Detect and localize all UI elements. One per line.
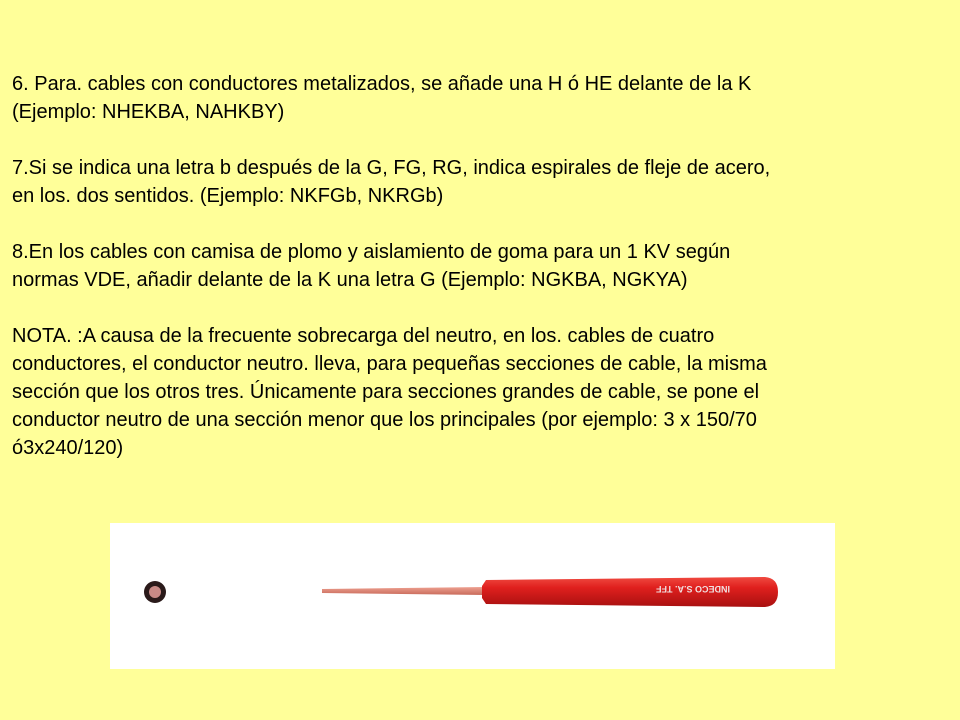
paragraph-8 [12,238,912,294]
paragraph-line: sección que los otros tres. Únicamente para secciones grandes de cable, se pone el [12,381,760,403]
paragraph-line: (Ejemplo: NHEKBA, NAHKBY) [12,101,285,123]
cable-illustration [110,523,835,669]
body-text [12,70,912,490]
paragraph-line: 7.Si se indica una letra b después de la G, FG, RG, indica espirales de fleje de acero, [12,157,771,179]
cable-cross-section [144,581,166,603]
paragraph-6 [12,70,912,126]
paragraph-line: en los. dos sentidos. (Ejemplo: NKFGb, NKRGb) [12,185,444,207]
cable-insulation [482,577,778,607]
paragraph-line: 8.En los cables con camisa de plomo y aislamiento de goma para un 1 KV según [12,241,731,263]
paragraph-line: conductores, el conductor neutro. lleva, para pequeñas secciones de cable, la misma [12,353,767,375]
paragraph-line: NOTA. :A causa de la frecuente sobrecarga del neutro, en los. cables de cuatro [12,325,715,347]
cable-conductor [322,587,485,595]
paragraph-line: 6. Para. cables con conductores metalizados, se añade una H ó HE delante de la K [12,73,752,95]
paragraph-line: conductor neutro de una sección menor que los principales (por ejemplo: 3 x 150/70 [12,409,757,431]
paragraph-line: normas VDE, añadir delante de la K una letra G (Ejemplo: NGKBA, NGKYA) [12,269,688,291]
cable-photo [110,523,835,669]
paragraph-nota [12,322,912,462]
paragraph-line: ó3x240/120) [12,437,124,459]
cable-print-text: INDECO S.A. TFF [656,584,730,594]
paragraph-7 [12,154,912,210]
